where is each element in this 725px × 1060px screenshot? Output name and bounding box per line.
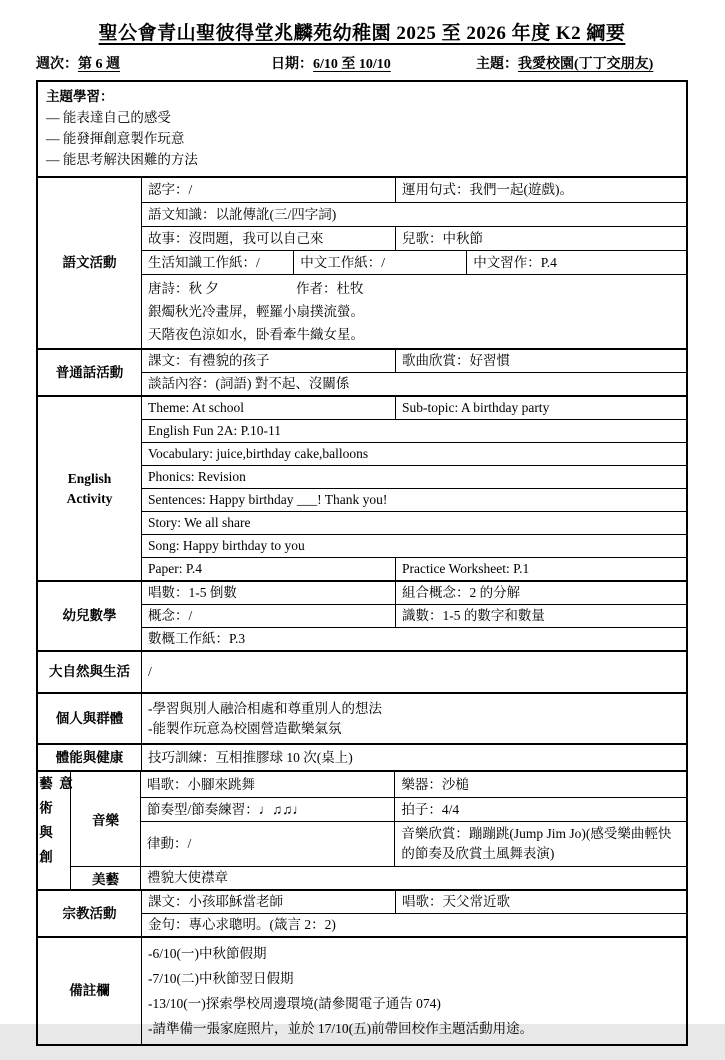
cell-english-vocabulary: Vocabulary: juice,birthday cake,balloons bbox=[148, 446, 369, 461]
cell-english-song: Song: Happy birthday to you bbox=[148, 538, 305, 553]
section-label-physical: 體能與健康 bbox=[38, 745, 142, 770]
document-title: 聖公會青山聖彼得堂兆麟苑幼稚園 2025 至 2026 年度 K2 綱要 bbox=[98, 23, 626, 44]
cell-life-knowledge-worksheet: 生活知識工作紙：/ bbox=[148, 254, 260, 270]
section-label-english bbox=[38, 397, 142, 580]
cell-physical-content: 技巧訓練：互相推膠球 10 次(桌上) bbox=[148, 749, 353, 765]
section-label-remarks: 備註欄 bbox=[38, 938, 142, 1044]
table-row bbox=[142, 891, 686, 913]
date-field bbox=[271, 53, 476, 73]
table-row bbox=[142, 202, 686, 226]
cell-language-knowledge: 語文知識：以訛傳訛(三/四字詞) bbox=[148, 206, 337, 222]
cell-tang-poem bbox=[142, 275, 686, 348]
table-row bbox=[142, 938, 686, 1044]
poem-title-line bbox=[148, 277, 680, 300]
cell-sentence-pattern: 運用句式：我們一起(遊戲)。 bbox=[395, 178, 686, 202]
cell-combination-concept: 組合概念：2 的分解 bbox=[395, 582, 686, 604]
arts-vertical-label: 藝術與創意 bbox=[37, 776, 72, 874]
sub-label-music: 音樂 bbox=[71, 772, 141, 866]
table-row bbox=[142, 652, 686, 692]
cell-english-theme: Theme: At school bbox=[148, 400, 244, 415]
table-row bbox=[142, 745, 686, 770]
table-row bbox=[141, 821, 686, 866]
english-label-line2: Activity bbox=[66, 490, 113, 506]
curriculum-table bbox=[36, 80, 688, 1046]
cell-math-concept: 概念：/ bbox=[148, 608, 193, 623]
remark-line: -6/10(一)中秋節假期 bbox=[148, 946, 267, 961]
poem-line: 銀燭秋光冷畫屏，輕羅小扇撲流螢。 bbox=[148, 304, 364, 319]
section-label-putonghua: 普通話活動 bbox=[38, 350, 142, 395]
poem-line: 天階夜色涼如水，卧看牽牛織女星。 bbox=[148, 327, 364, 342]
remark-line: -13/10(一)探索學校周邊環境(請參閱電子通告 074) bbox=[148, 996, 441, 1011]
table-row bbox=[142, 557, 686, 580]
table-row bbox=[141, 772, 686, 797]
section-physical bbox=[38, 743, 686, 770]
poem-title: 唐詩：秋 夕 bbox=[148, 281, 219, 296]
section-body-english bbox=[142, 397, 686, 580]
table-row bbox=[142, 694, 686, 743]
date-value: 6/10 至 10/10 bbox=[313, 57, 391, 72]
topic-field bbox=[476, 53, 688, 73]
section-body-physical bbox=[142, 745, 686, 770]
arts-art-block bbox=[71, 866, 686, 889]
table-row bbox=[142, 442, 686, 465]
cell-rhythm-pattern: 節奏型/節奏練習：♩♫♫♩ bbox=[147, 801, 307, 817]
theme-item: — 能思考解決困難的方法 bbox=[46, 152, 198, 167]
table-row bbox=[142, 397, 686, 419]
section-math bbox=[38, 580, 686, 650]
cell-art-content: 禮貌大使襟章 bbox=[147, 870, 228, 885]
arts-music-block bbox=[71, 772, 686, 866]
remark-line: -請準備一張家庭照片，並於 17/10(五)前帶回校作主題活動用途。 bbox=[148, 1021, 534, 1036]
week-label: 週次： bbox=[36, 57, 78, 72]
cell-religion-song: 唱歌：天父常近歌 bbox=[395, 891, 686, 913]
section-label-social: 個人與群體 bbox=[38, 694, 142, 743]
cell-english-sentences: Sentences: Happy birthday ___! Thank you! bbox=[148, 492, 388, 507]
section-body-language bbox=[142, 178, 686, 348]
music-rows bbox=[141, 772, 686, 866]
table-row bbox=[142, 511, 686, 534]
cell-story: 故事：沒問題，我可以自己來 bbox=[148, 230, 324, 246]
table-row bbox=[142, 350, 686, 372]
cell-time-signature: 拍子：4/4 bbox=[394, 798, 686, 821]
section-body-nature bbox=[142, 652, 686, 692]
section-body-math bbox=[142, 582, 686, 650]
cell-music-appreciation: 音樂欣賞：蹦蹦跳(Jump Jim Jo)(感受樂曲輕快的節奏及欣賞土風舞表演) bbox=[394, 822, 686, 866]
header-info-row bbox=[36, 53, 688, 73]
table-row bbox=[142, 465, 686, 488]
section-label-language: 語文活動 bbox=[38, 178, 142, 348]
cell-english-subtopic: Sub-topic: A birthday party bbox=[395, 397, 686, 419]
cell-song-appreciation: 歌曲欣賞：好習慣 bbox=[395, 350, 686, 372]
cell-english-story: Story: We all share bbox=[148, 515, 251, 530]
cell-nursery-rhyme: 兒歌：中秋節 bbox=[395, 227, 686, 250]
topic-value: 我愛校園(丁丁交朋友) bbox=[518, 57, 654, 72]
section-arts bbox=[38, 770, 686, 889]
cell-remarks-content bbox=[142, 938, 686, 1044]
social-line: -能製作玩意為校園營造歡樂氣氛 bbox=[148, 720, 342, 736]
cell-practice-worksheet: Practice Worksheet: P.1 bbox=[395, 558, 686, 580]
cell-english-fun: English Fun 2A: P.10-11 bbox=[148, 423, 282, 438]
week-value: 第 6 週 bbox=[78, 57, 120, 72]
cell-nature-content: / bbox=[148, 664, 152, 679]
table-row bbox=[142, 913, 686, 936]
section-label-religion: 宗教活動 bbox=[38, 891, 142, 936]
section-remarks bbox=[38, 936, 686, 1044]
cell-movement: 律動：/ bbox=[147, 836, 192, 851]
social-line: -學習與別人融洽相處和尊重別人的想法 bbox=[148, 700, 382, 716]
cell-golden-verse: 金句：專心求聰明。(箴言 2：2) bbox=[148, 917, 336, 932]
cell-english-phonics: Phonics: Revision bbox=[148, 469, 246, 484]
section-nature bbox=[38, 650, 686, 692]
cell-chinese-worksheet: 中文工作紙：/ bbox=[293, 251, 466, 274]
remark-line: -7/10(二)中秋節翌日假期 bbox=[148, 971, 294, 986]
poem-author: 作者：杜牧 bbox=[296, 281, 364, 296]
theme-heading: 主題學習： bbox=[46, 89, 114, 104]
english-label-line1: English bbox=[67, 470, 112, 486]
section-theme-learning bbox=[38, 82, 686, 176]
cell-english-paper: Paper: P.4 bbox=[148, 561, 202, 576]
section-religion bbox=[38, 889, 686, 936]
table-row bbox=[142, 488, 686, 511]
table-row bbox=[142, 582, 686, 604]
cell-counting: 唱數：1-5 倒數 bbox=[148, 585, 237, 600]
section-language bbox=[38, 176, 686, 348]
sub-label-art: 美藝 bbox=[71, 867, 141, 889]
section-body-remarks bbox=[142, 938, 686, 1044]
cell-putonghua-text: 課文：有禮貌的孩子 bbox=[148, 353, 270, 368]
section-body-religion bbox=[142, 891, 686, 936]
table-row bbox=[142, 372, 686, 395]
cell-number-recognition: 識數：1-5 的數字和數量 bbox=[395, 605, 686, 627]
table-row bbox=[142, 250, 686, 274]
table-row bbox=[142, 226, 686, 250]
table-row bbox=[142, 178, 686, 202]
table-row bbox=[142, 419, 686, 442]
section-body-putonghua bbox=[142, 350, 686, 395]
table-row bbox=[142, 534, 686, 557]
table-row bbox=[142, 604, 686, 627]
table-row bbox=[141, 797, 686, 821]
section-body-arts bbox=[71, 772, 686, 889]
cell-religion-text: 課文：小孩耶穌當老師 bbox=[148, 894, 283, 909]
section-english bbox=[38, 395, 686, 580]
theme-item: — 能表達自己的感受 bbox=[46, 110, 171, 125]
section-label-arts bbox=[38, 772, 71, 889]
section-label-nature: 大自然與生活 bbox=[38, 652, 142, 692]
cell-social-content bbox=[142, 694, 686, 743]
date-label: 日期： bbox=[271, 57, 313, 72]
table-row bbox=[142, 627, 686, 650]
section-body-social bbox=[142, 694, 686, 743]
topic-label: 主題： bbox=[476, 57, 518, 72]
cell-word-recognition: 認字：/ bbox=[148, 182, 193, 197]
cell-singing: 唱歌：小腳來跳舞 bbox=[147, 776, 255, 792]
table-row bbox=[142, 274, 686, 348]
cell-math-worksheet: 數概工作紙：P.3 bbox=[148, 631, 246, 646]
section-social bbox=[38, 692, 686, 743]
cell-conversation-content: 談話內容：(詞語) 對不起、沒關係 bbox=[148, 376, 350, 391]
section-label-math: 幼兒數學 bbox=[38, 582, 142, 650]
cell-chinese-exercise: 中文習作：P.4 bbox=[466, 251, 686, 274]
cell-instrument: 樂器：沙槌 bbox=[394, 772, 686, 797]
section-putonghua bbox=[38, 348, 686, 395]
theme-item: — 能發揮創意製作玩意 bbox=[46, 131, 185, 146]
week-field bbox=[36, 53, 271, 73]
